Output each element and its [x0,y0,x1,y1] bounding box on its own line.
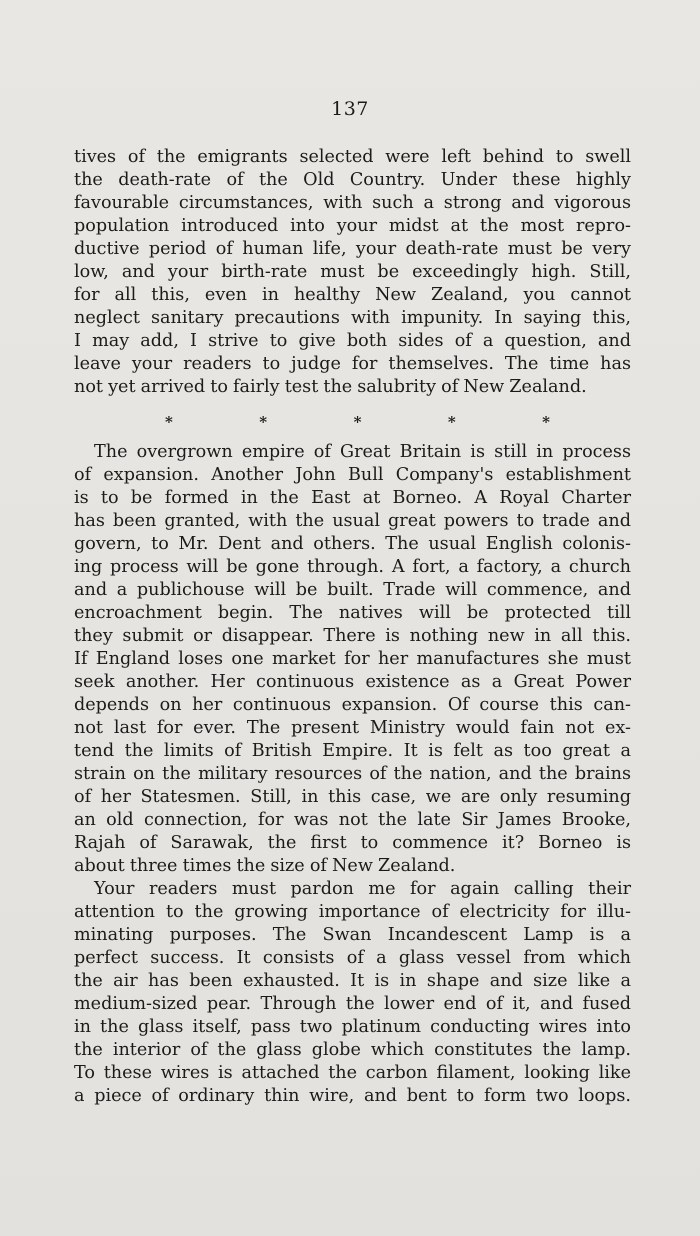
text-line: I may add, I strive to give both sides of a question, and [74,331,631,351]
text-line: they submit or disappear. There is nothing new in all this. [74,626,631,646]
text-line: the interior of the glass globe which constitutes the lamp. [74,1040,631,1060]
page-number: 137 [331,98,369,120]
text-line: population introduced into your midst at the most repro- [74,216,631,236]
text-line: an old connection, for was not the late Sir James Brooke, [74,810,631,830]
paragraph-emigrants [74,146,631,399]
text-line: depends on her continuous expansion. Of course this can- [74,695,631,715]
text-line: of her Statesmen. Still, in this case, we are only resuming [74,787,631,807]
text-line: in the glass itself, pass two platinum conducting wires into [74,1017,631,1037]
text-line: The overgrown empire of Great Britain is still in process [94,442,631,462]
text-line: about three times the size of New Zealand. [74,856,456,876]
text-line: If England loses one market for her manufactures she must [74,649,631,669]
text-line: and a publichouse will be built. Trade will commence, and [74,580,631,600]
text-line: ing process will be gone through. A fort, a factory, a church [74,557,631,577]
text-line: of expansion. Another John Bull Company's establishment [74,465,631,485]
text-line: for all this, even in healthy New Zealand, you cannot [74,285,631,305]
text-line: seek another. Her continuous existence as a Great Power [74,672,631,692]
paragraph-swan-lamp [74,878,631,1108]
text-line: medium-sized pear. Through the lower end of it, and fused [74,994,631,1014]
text-line: govern, to Mr. Dent and others. The usual English colonis- [74,534,631,554]
text-line: the air has been exhausted. It is in shape and size like a [74,971,631,991]
text-line: Your readers must pardon me for again calling their [94,879,631,899]
text-line: is to be formed in the East at Borneo. A Royal Charter [74,488,631,508]
text-line: not yet arrived to fairly test the salubrity of New Zealand. [74,377,587,397]
text-line: perfect success. It consists of a glass vessel from which [74,948,631,968]
text-line: a piece of ordinary thin wire, and bent to form two loops. [74,1086,631,1106]
asterisk-mark: * [165,413,173,431]
text-line: tend the limits of British Empire. It is felt as too great a [74,741,631,761]
text-line: favourable circumstances, with such a strong and vigorous [74,193,631,213]
text-line: leave your readers to judge for themselves. The time has [74,354,631,374]
asterisk-mark: * [542,413,550,431]
text-line: low, and your birth-rate must be exceedingly high. Still, [74,262,631,282]
text-line: To these wires is attached the carbon filament, looking like [74,1063,631,1083]
text-line: minating purposes. The Swan Incandescent Lamp is a [74,925,631,945]
text-line: not last for ever. The present Ministry would fain not ex- [74,718,631,738]
text-line: encroachment begin. The natives will be protected till [74,603,631,623]
asterisk-mark: * [447,413,456,431]
text-line: neglect sanitary precautions with impunity. In saying this, [74,308,631,328]
section-separator [165,413,550,431]
text-line: tives of the emigrants selected were left behind to swell [74,147,631,167]
asterisk-mark: * [259,413,268,431]
text-line: strain on the military resources of the nation, and the brains [74,764,631,784]
text-line: the death-rate of the Old Country. Under these highly [74,170,631,190]
paragraph-borneo [74,441,631,878]
text-line: ductive period of human life, your death-rate must be very [74,239,631,259]
text-line: has been granted, with the usual great powers to trade and [74,511,631,531]
text-line: Rajah of Sarawak, the first to commence it? Borneo is [74,833,631,853]
asterisk-mark: * [353,413,362,431]
text-line: attention to the growing importance of electricity for illu- [74,902,631,922]
